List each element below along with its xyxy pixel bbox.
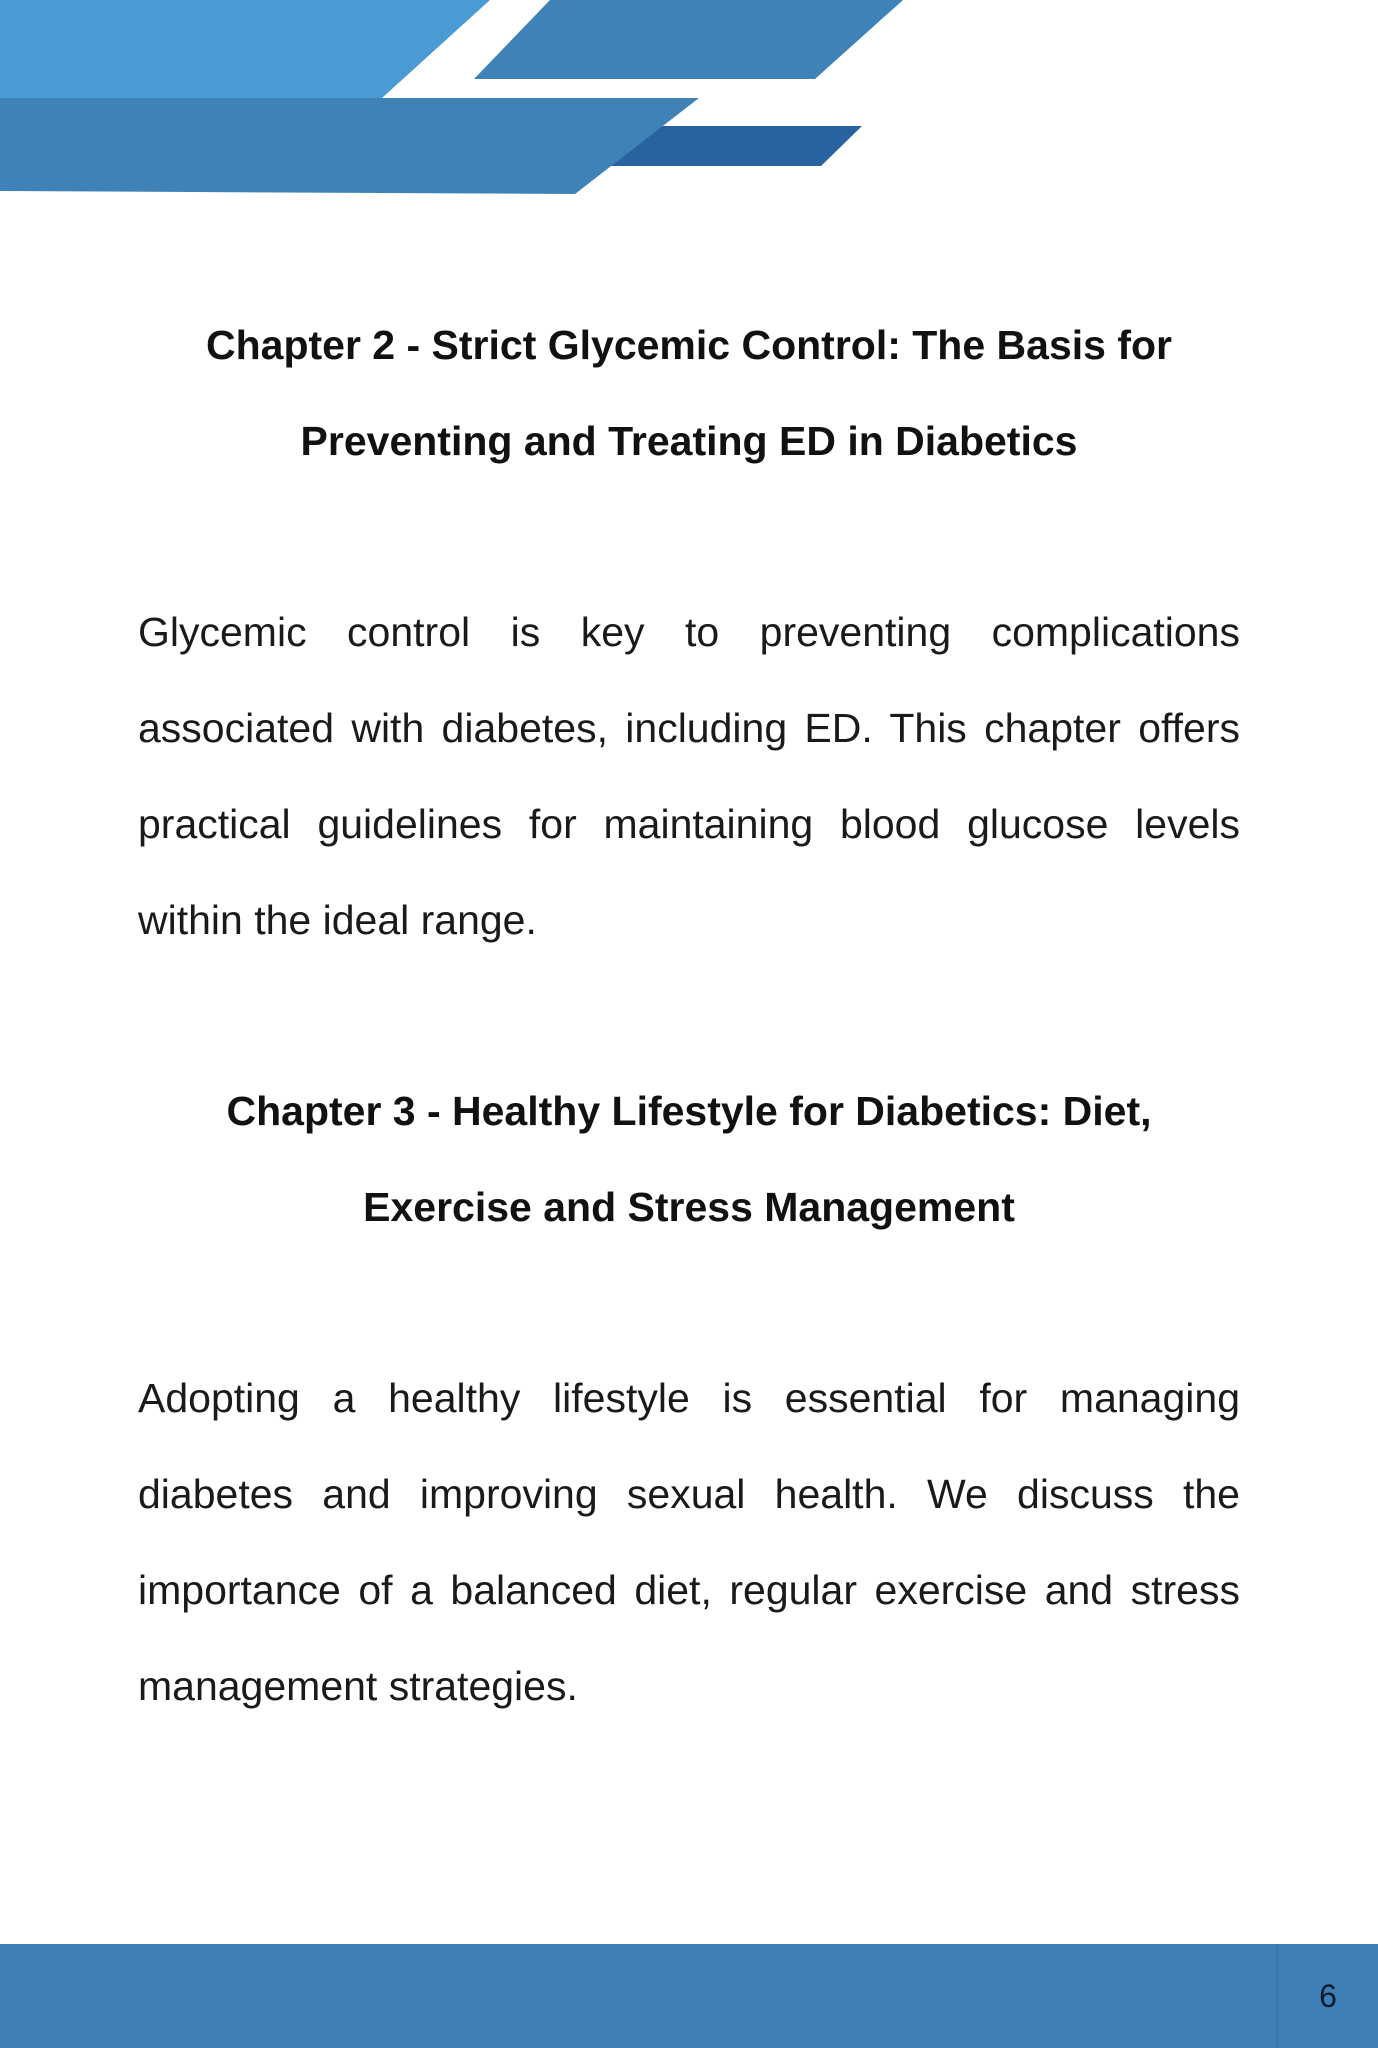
page-number: 6 [1277, 1944, 1378, 2048]
chapter-3-title: Chapter 3 - Healthy Lifestyle for Diabetics: Diet, Exercise and Stress Management [226, 1088, 1152, 1230]
header-light-blue-band [0, 0, 490, 98]
header-main-band [0, 98, 699, 194]
chapter-2-title: Chapter 2 - Strict Glycemic Control: The Basis for Preventing and Treating ED in Diabetics [206, 322, 1172, 464]
header-decoration [0, 0, 1378, 200]
header-upper-right-band [474, 0, 903, 79]
chapter-3-body: Adopting a healthy lifestyle is essential for managing diabetes and improving sexual health. We discuss the importance of a balanced diet, regular exercise and stress management strategies. [138, 1375, 1240, 1709]
chapter-2-body: Glycemic control is key to preventing complications associated with diabetes, including ED. This chapter offers practical guidelines for maintaining blood glucose levels within the ideal range. [138, 609, 1240, 943]
footer-bar [0, 1944, 1378, 2048]
